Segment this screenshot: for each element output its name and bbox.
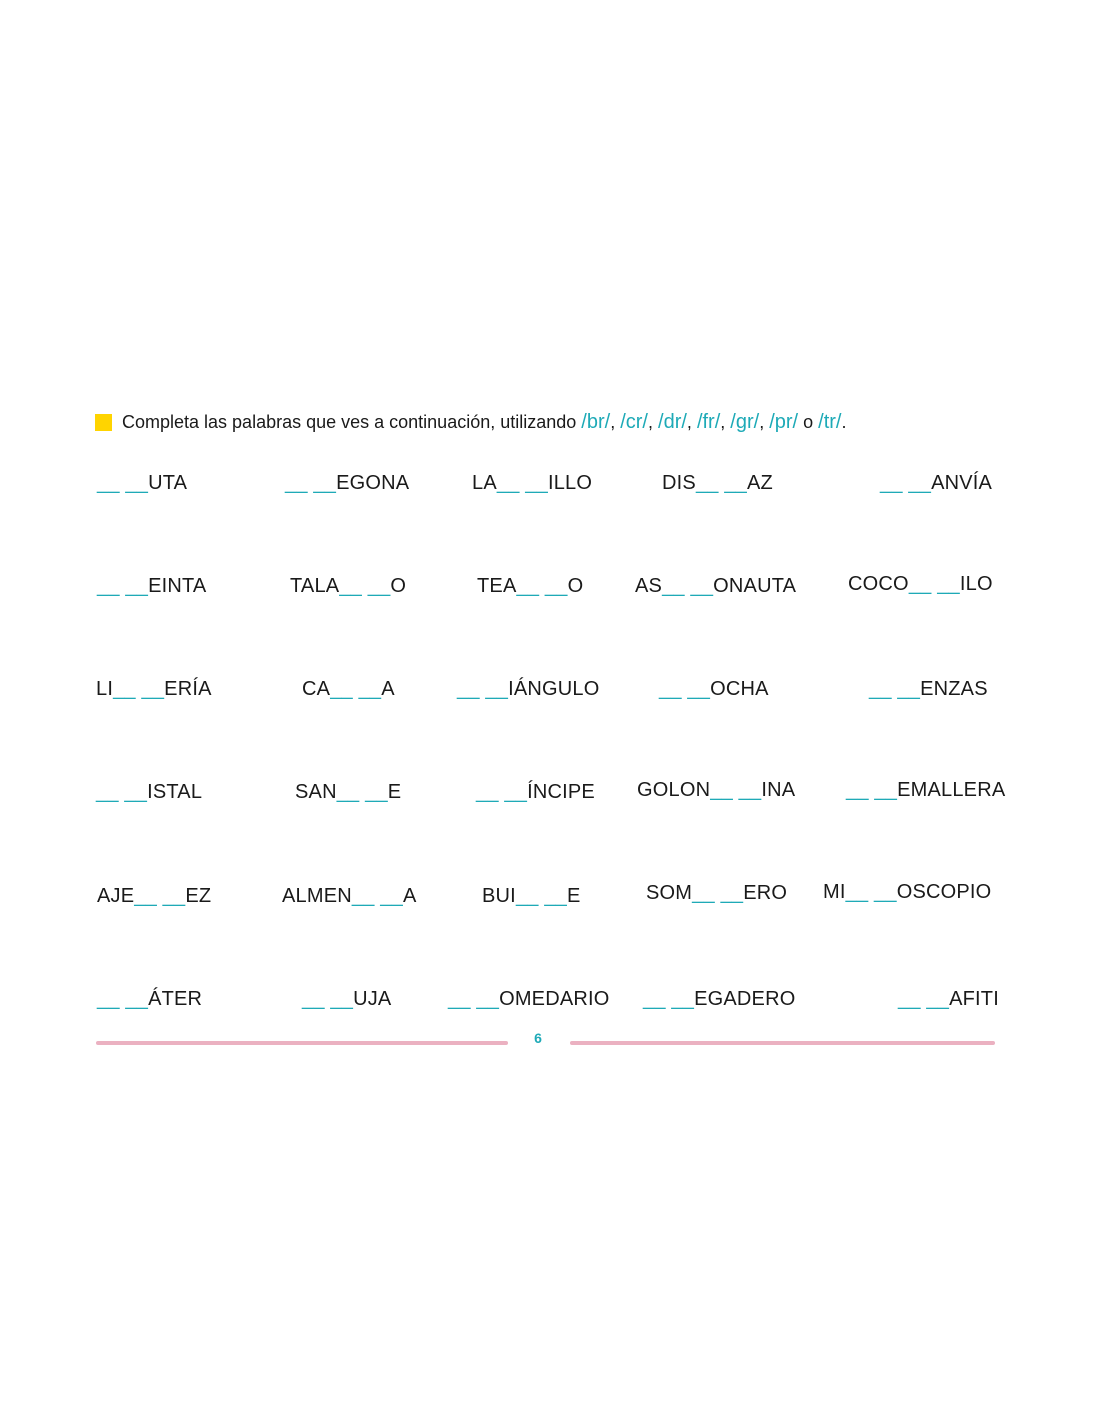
word-puzzle: DIS__ __AZ: [662, 472, 773, 494]
word-puzzle: AJE__ __EZ: [97, 885, 212, 907]
separator: ,: [720, 411, 731, 432]
word-puzzle: __ __AFITI: [898, 988, 999, 1010]
word-puzzle: SOM__ __ERO: [646, 882, 788, 904]
word-puzzle: __ __EGONA: [285, 472, 410, 494]
blank-slot[interactable]: __ __: [97, 988, 149, 1010]
word-puzzle: __ __EGADERO: [643, 988, 796, 1010]
blank-slot[interactable]: __ __: [96, 781, 148, 803]
blank-slot[interactable]: __ __: [457, 678, 509, 700]
blank-slot[interactable]: __ __: [113, 678, 165, 700]
word-puzzle: AS__ __ONAUTA: [635, 575, 797, 597]
word-puzzle: __ __ÍNCIPE: [476, 781, 595, 803]
blank-slot[interactable]: __ __: [516, 575, 568, 597]
blank-slot[interactable]: __ __: [285, 472, 337, 494]
word-puzzle: __ __ISTAL: [96, 781, 203, 803]
blank-slot[interactable]: __ __: [695, 472, 748, 494]
blank-slot[interactable]: __ __: [846, 779, 898, 801]
word-puzzle: __ __EINTA: [97, 575, 207, 597]
blank-slot[interactable]: __ __: [880, 472, 932, 494]
conjunction: o: [798, 411, 819, 432]
word-puzzle: __ __ÁTER: [97, 988, 203, 1010]
blank-slot[interactable]: __ __: [869, 678, 921, 700]
blank-slot[interactable]: __ __: [496, 472, 548, 494]
blank-slot[interactable]: __ __: [662, 575, 714, 597]
blank-slot[interactable]: __ __: [692, 882, 744, 904]
blank-slot[interactable]: __ __: [330, 678, 382, 700]
blank-slot[interactable]: __ __: [336, 781, 388, 803]
blank-slot[interactable]: __ __: [339, 575, 391, 597]
word-puzzle: ALMEN__ __A: [282, 885, 417, 907]
blank-slot[interactable]: __ __: [476, 781, 528, 803]
option-dr: /dr/: [658, 410, 687, 433]
word-puzzle: MI__ __OSCOPIO: [823, 881, 992, 903]
word-puzzle: LI__ __ERÍA: [96, 678, 212, 700]
footer-divider-left: [96, 1041, 508, 1045]
option-pr: /pr/: [769, 410, 799, 433]
word-puzzle: LA__ __ILLO: [472, 472, 593, 494]
option-gr: /gr/: [730, 410, 760, 433]
blank-slot[interactable]: __ __: [515, 885, 568, 907]
separator: ,: [648, 411, 659, 432]
blank-slot[interactable]: __ __: [302, 988, 354, 1010]
blank-slot[interactable]: __ __: [97, 472, 149, 494]
word-puzzle: __ __EMALLERA: [846, 779, 1006, 801]
word-puzzle: GOLON__ __INA: [637, 779, 796, 801]
separator: ,: [759, 411, 770, 432]
word-puzzle: SAN__ __E: [295, 781, 402, 803]
option-cr: /cr/: [620, 410, 648, 433]
word-puzzle: BUI__ __E: [482, 885, 581, 907]
word-puzzle: __ __ENZAS: [869, 678, 988, 700]
blank-slot[interactable]: __ __: [898, 988, 950, 1010]
period: .: [841, 411, 847, 432]
blank-slot[interactable]: __ __: [134, 885, 186, 907]
blank-slot[interactable]: __ __: [643, 988, 695, 1010]
word-puzzle: TEA__ __O: [477, 575, 584, 597]
exercise-instruction: [95, 408, 847, 436]
blank-slot[interactable]: __ __: [448, 988, 500, 1010]
word-puzzle: COCO__ __ILO: [848, 573, 993, 595]
separator: ,: [686, 411, 697, 432]
blank-slot[interactable]: __ __: [97, 575, 149, 597]
option-br: /br/: [581, 410, 611, 433]
word-puzzle: TALA__ __O: [290, 575, 407, 597]
blank-slot[interactable]: __ __: [351, 885, 403, 907]
yellow-square-bullet-icon: [95, 414, 112, 431]
blank-slot[interactable]: __ __: [845, 881, 897, 903]
option-tr: /tr/: [818, 410, 842, 433]
word-puzzle: __ __UTA: [97, 472, 188, 494]
word-puzzle: __ __OCHA: [659, 678, 769, 700]
blank-slot[interactable]: __ __: [659, 678, 711, 700]
word-puzzle: __ __IÁNGULO: [457, 678, 600, 700]
blank-slot[interactable]: __ __: [908, 573, 960, 595]
separator: ,: [610, 411, 621, 432]
word-puzzle: __ __ANVÍA: [880, 472, 993, 494]
page-number: 6: [534, 1030, 542, 1046]
instruction-text: Completa las palabras que ves a continuación, utilizando: [122, 411, 577, 432]
word-puzzle: __ __UJA: [302, 988, 392, 1010]
option-fr: /fr/: [696, 410, 721, 433]
word-puzzle: CA__ __A: [302, 678, 395, 700]
word-puzzle: __ __OMEDARIO: [448, 988, 610, 1010]
footer-divider-right: [570, 1041, 995, 1045]
blank-slot[interactable]: __ __: [710, 779, 762, 801]
